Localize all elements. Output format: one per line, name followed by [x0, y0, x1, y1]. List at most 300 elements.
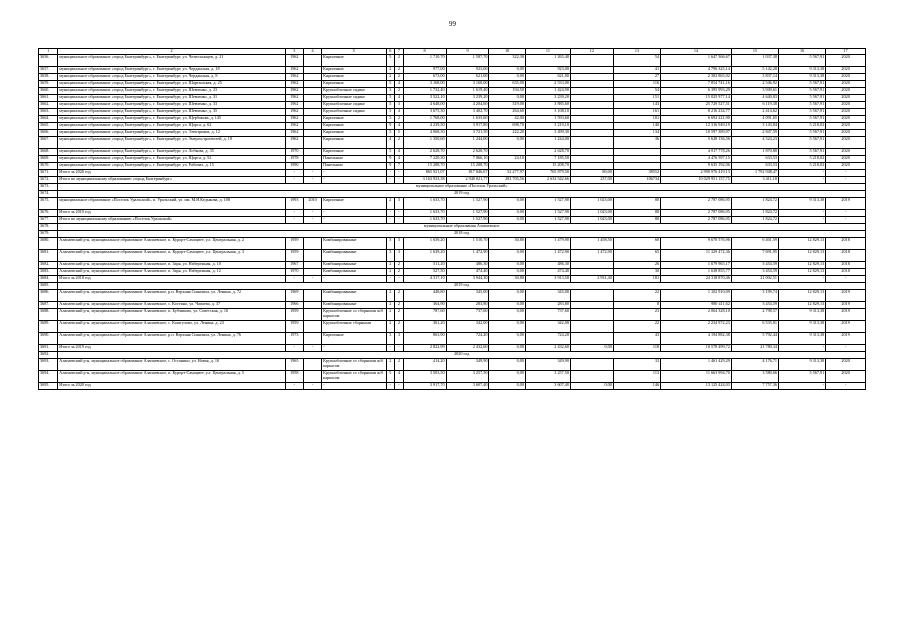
total-area-cell: 4 648,00: [403, 102, 446, 109]
premises-area-cell: 486,30: [446, 262, 489, 269]
limit-cost-cell: -: [779, 345, 826, 352]
municipal-area-cell: [570, 67, 613, 74]
entrances-cell: 4: [395, 149, 404, 156]
planned-year-cell: 2019: [826, 290, 866, 302]
year-built-cell: 1959: [285, 250, 303, 262]
limit-cost-cell: 12 829,13: [779, 238, 826, 250]
limit-cost-cell: 5 567,91: [779, 88, 826, 95]
cost-per-m2-cell: 3 199,74: [731, 290, 778, 302]
municipal-area-cell: [570, 290, 613, 302]
year-renovated-cell: [303, 123, 321, 130]
year-renovated-cell: [303, 371, 321, 383]
address-cell: Итого за 2019 год: [58, 210, 285, 217]
section-heading-cell: муниципальные образования Алапаевское: [58, 224, 866, 231]
cost-cell: 7 854 741,16: [661, 81, 732, 88]
wall-material-cell: Комбинированные: [322, 262, 386, 269]
residential-area-cell: 1 424,90: [525, 88, 570, 95]
address-cell: муниципальное образование «город Екатеринбург», г. Екатеринбург, ул. Щорса, д. 52: [58, 156, 285, 163]
premises-area-cell: 2 432,60: [446, 345, 489, 352]
total-area-cell: 4 068,30: [403, 130, 446, 137]
year-renovated-cell: [303, 269, 321, 276]
residential-area-cell: 724,20: [525, 333, 570, 345]
entrances-cell: 2: [395, 359, 404, 371]
column-number-cell: 12: [570, 49, 613, 55]
year-built-cell: 1962: [285, 55, 303, 67]
year-built-cell: 1962: [285, 109, 303, 116]
residential-area-cell: 3 239,20: [525, 95, 570, 102]
year-renovated-cell: -: [303, 170, 321, 177]
municipal-area-cell: [570, 74, 613, 81]
section-heading-cell: 2020 год: [58, 352, 866, 359]
cost-per-m2-cell: 2 798,57: [731, 309, 778, 321]
address-cell: Итого за 2019 год: [58, 345, 285, 352]
floors-cell: 5: [386, 95, 395, 102]
total-area-cell: 3 522,10: [403, 95, 446, 102]
wall-material-cell: Комбинированные: [322, 269, 386, 276]
table-row: [39, 109, 866, 116]
year-renovated-cell: -: [303, 210, 321, 217]
total-area-cell: 3 163 933,38: [403, 177, 446, 184]
address-cell: Алапаевский р-н, муниципальное образование Алапаевское, с. Костино, ул. Чапаева, д. 37: [58, 302, 285, 309]
row-number-cell: 3669.: [39, 156, 58, 163]
row-number-cell: 3695.: [39, 383, 58, 390]
cost-cell: 1 102 910,09: [661, 290, 732, 302]
year-renovated-cell: -: [303, 177, 321, 184]
planned-year-cell: 2019: [826, 302, 866, 309]
table-row: [39, 262, 866, 269]
nonresidential-area-cell: 0,00: [489, 262, 525, 269]
entrances-cell: -: [395, 177, 404, 184]
municipal-area-cell: [570, 102, 613, 109]
total-area-cell: 3 917,70: [403, 383, 446, 390]
row-number-cell: 3656.: [39, 55, 58, 67]
entrances-cell: 4: [395, 156, 404, 163]
row-number-cell: 3674.: [39, 191, 58, 198]
cost-per-m2-cell: 2 546,92: [731, 81, 778, 88]
column-number-cell: 6: [386, 49, 395, 55]
municipal-area-cell: [570, 262, 613, 269]
municipal-area-cell: [570, 116, 613, 123]
nonresidential-area-cell: 0,00: [489, 137, 525, 149]
floors-cell: 2: [386, 74, 395, 81]
nonresidential-area-cell: 24,10: [489, 156, 525, 163]
year-renovated-cell: [303, 321, 321, 333]
residential-area-cell: 923,00: [525, 67, 570, 74]
year-built-cell: -: [285, 217, 303, 224]
premises-area-cell: 1 527,90: [446, 217, 489, 224]
wall-material-cell: Кирпичные: [322, 333, 386, 345]
cost-cell: 2 064 328,10: [661, 309, 732, 321]
municipal-area-cell: [570, 359, 613, 371]
residential-area-cell: 283,80: [525, 302, 570, 309]
cost-cell: 2 990 976 419,13: [661, 170, 732, 177]
cost-cell: 980 411,62: [661, 302, 732, 309]
cost-per-m2-cell: 3 454,59: [731, 302, 778, 309]
wall-material-cell: -: [322, 170, 386, 177]
nonresidential-area-cell: 194,50: [489, 88, 525, 95]
column-number-cell: 2: [58, 49, 285, 55]
wall-material-cell: -: [322, 276, 386, 283]
entrances-cell: 2: [395, 74, 404, 81]
municipal-area-cell: 1 023,00: [570, 210, 613, 217]
premises-area-cell: 1 472,90: [446, 250, 489, 262]
section-heading-row: [39, 352, 866, 359]
cost-cell: 13 125 424,03: [661, 383, 732, 390]
total-area-cell: 361,20: [403, 321, 446, 333]
residential-area-cell: 3 108,10: [525, 109, 570, 116]
nonresidential-area-cell: 319,00: [489, 102, 525, 109]
entrances-cell: 2: [395, 116, 404, 123]
residents-cell: 151: [613, 95, 660, 102]
entrances-cell: 3: [395, 102, 404, 109]
floors-cell: 3: [386, 88, 395, 95]
residents-cell: [613, 149, 660, 156]
residential-area-cell: 2 633 542,66: [525, 177, 570, 184]
year-renovated-cell: [303, 359, 321, 371]
floors-cell: 2: [386, 290, 395, 302]
residents-cell: 146: [613, 383, 660, 390]
year-built-cell: 1962: [285, 137, 303, 149]
floors-cell: 4: [386, 137, 395, 149]
limit-cost-cell: 9 313,38: [779, 333, 826, 345]
entrances-cell: 2: [395, 88, 404, 95]
nonresidential-area-cell: 52 277,97: [489, 170, 525, 177]
municipal-area-cell: [570, 269, 613, 276]
row-number-cell: 3668.: [39, 149, 58, 156]
year-renovated-cell: [303, 262, 321, 269]
total-area-cell: 414,20: [403, 359, 446, 371]
municipal-area-cell: [570, 81, 613, 88]
limit-cost-cell: 5 567,91: [779, 130, 826, 137]
limit-cost-cell: 5 567,91: [779, 102, 826, 109]
residential-area-cell: 2 533,00: [525, 81, 570, 88]
residential-area-cell: 342,00: [525, 321, 570, 333]
wall-material-cell: -: [322, 345, 386, 352]
residential-area-cell: 2 628,70: [525, 149, 570, 156]
floors-cell: -: [386, 345, 395, 352]
column-number-cell: 11: [525, 49, 570, 55]
limit-cost-cell: -: [779, 210, 826, 217]
premises-area-cell: 1 527,90: [446, 210, 489, 217]
nonresidential-area-cell: 0,00: [489, 95, 525, 102]
municipal-area-cell: 237,00: [570, 177, 613, 184]
residential-area-cell: 621,00: [525, 74, 570, 81]
entrances-cell: 2: [395, 309, 404, 321]
limit-cost-cell: -: [779, 177, 826, 184]
year-renovated-cell: [303, 137, 321, 149]
premises-area-cell: 1 635,60: [446, 116, 489, 123]
cost-per-m2-cell: 3 580,66: [731, 371, 778, 383]
year-renovated-cell: [303, 290, 321, 302]
cost-per-m2-cell: 2 847,59: [731, 130, 778, 137]
total-area-cell: 4 239,50: [403, 123, 446, 130]
floors-cell: -: [386, 177, 395, 184]
cost-per-m2-cell: 3 411,18: [731, 177, 778, 184]
table-row: [39, 137, 866, 149]
municipal-area-cell: [570, 321, 613, 333]
premises-area-cell: 3 917,80: [446, 123, 489, 130]
residents-cell: 22: [613, 290, 660, 302]
year-built-cell: 1962: [285, 130, 303, 137]
total-area-cell: 865 921,07: [403, 170, 446, 177]
table-row: [39, 302, 866, 309]
table-body: [39, 49, 866, 390]
section-heading-row: [39, 184, 866, 191]
year-built-cell: 1967: [285, 262, 303, 269]
total-area-cell: 1 639,20: [403, 238, 446, 250]
municipal-area-cell: 1 023,00: [570, 198, 613, 210]
entrances-cell: -: [395, 210, 404, 217]
nonresidential-area-cell: 0,00: [489, 359, 525, 371]
row-number-cell: 3671.: [39, 170, 58, 177]
premises-area-cell: 3 239,20: [446, 95, 489, 102]
nonresidential-area-cell: 0,00: [489, 345, 525, 352]
planned-year-cell: -: [826, 177, 866, 184]
year-renovated-cell: [303, 238, 321, 250]
residential-area-cell: 1 479,90: [525, 238, 570, 250]
column-number-cell: 4: [303, 49, 321, 55]
wall-material-cell: Комбинированные: [322, 290, 386, 302]
nonresidential-area-cell: 0,00: [489, 74, 525, 81]
planned-year-cell: -: [826, 383, 866, 390]
column-number-cell: 13: [613, 49, 660, 55]
nonresidential-area-cell: 0,00: [489, 198, 525, 210]
section-heading-row: [39, 224, 866, 231]
table-row: [39, 156, 866, 163]
entrances-cell: 2: [395, 269, 404, 276]
municipal-area-cell: [570, 88, 613, 95]
row-number-cell: 3659.: [39, 81, 58, 88]
planned-year-cell: 2020: [826, 116, 866, 123]
cost-cell: 1 679 965,17: [661, 262, 732, 269]
cost-cell: 9 635 192,06: [661, 163, 732, 170]
year-renovated-cell: [303, 109, 321, 116]
year-renovated-cell: [303, 55, 321, 67]
row-number-cell: 3688.: [39, 309, 58, 321]
section-heading-cell: 2018 год: [58, 231, 866, 238]
residents-cell: 22: [613, 321, 660, 333]
section-heading-row: [39, 283, 866, 290]
residents-cell: 38552: [613, 170, 660, 177]
table-row: [39, 290, 866, 302]
year-built-cell: -: [285, 276, 303, 283]
year-built-cell: -: [285, 177, 303, 184]
wall-material-cell: -: [322, 383, 386, 390]
entrances-cell: -: [395, 170, 404, 177]
table-row: [39, 102, 866, 109]
address-cell: Алапаевский р-н, муниципальное образование Алапаевское, с. Кошгулово, ул. Ленина, д. 23: [58, 321, 285, 333]
municipal-area-cell: [570, 156, 613, 163]
cost-per-m2-cell: 4 640,03: [731, 95, 778, 102]
year-built-cell: 1962: [285, 102, 303, 109]
address-cell: муниципальное образование «город Екатеринбург», г. Екатеринбург, ул. Шевченко, д. 31: [58, 95, 285, 102]
cost-cell: 12 316 949,19: [661, 123, 732, 130]
cost-per-m2-cell: 4 524,23: [731, 137, 778, 149]
section-heading-cell: муниципальное образование «Поселок Уральский»: [58, 184, 866, 191]
limit-cost-cell: 5 218,02: [779, 156, 826, 163]
section-heading-cell: 2019 год: [58, 283, 866, 290]
floors-cell: 2: [386, 262, 395, 269]
year-built-cell: 1962: [285, 81, 303, 88]
address-cell: муниципальное образование «город Екатеринбург», г. Екатеринбург, ул. Щорса, д. 62: [58, 123, 285, 130]
cost-per-m2-cell: 3 837,14: [731, 74, 778, 81]
year-renovated-cell: [303, 88, 321, 95]
total-row: [39, 210, 866, 217]
planned-year-cell: 2019: [826, 198, 866, 210]
row-number-cell: 3679.: [39, 231, 58, 238]
limit-cost-cell: 12 829,13: [779, 262, 826, 269]
planned-year-cell: 2020: [826, 55, 866, 67]
cost-per-m2-cell: 1 824,72: [731, 198, 778, 210]
wall-material-cell: Крупноблочные сидинг: [322, 95, 386, 102]
residential-area-cell: 1 593,60: [525, 116, 570, 123]
year-renovated-cell: [303, 67, 321, 74]
wall-material-cell: Кирпичные: [322, 137, 386, 149]
premises-area-cell: 4 204,60: [446, 102, 489, 109]
total-area-cell: 2 628,70: [403, 149, 446, 156]
table-row: [39, 67, 866, 74]
row-number-cell: 3665.: [39, 123, 58, 130]
nonresidential-area-cell: 0,00: [489, 371, 525, 383]
wall-material-cell: Крупноблочные со сборными ж/б каркасом: [322, 359, 386, 371]
address-cell: Итого за 2020 год: [58, 170, 285, 177]
cost-per-m2-cell: 1 824,72: [731, 210, 778, 217]
planned-year-cell: 2020: [826, 163, 866, 170]
premises-area-cell: 1 619,40: [446, 88, 489, 95]
floors-cell: 2: [386, 321, 395, 333]
nonresidential-area-cell: 0,00: [489, 333, 525, 345]
table-row: [39, 163, 866, 170]
entrances-cell: 2: [395, 321, 404, 333]
cost-cell: 2 787 086,95: [661, 198, 732, 210]
year-renovated-cell: [303, 81, 321, 88]
premises-area-cell: 817 846,67: [446, 170, 489, 177]
address-cell: муниципальное образование «город Екатеринбург», г. Екатеринбург, ул. Рабочих, д. 15: [58, 163, 285, 170]
wall-material-cell: Кирпичные: [322, 130, 386, 137]
floors-cell: 2: [386, 359, 395, 371]
address-cell: Алапаевский р-н, муниципальное образование Алапаевское, п. Заря, ул. Набережная, д. 10: [58, 262, 285, 269]
floors-cell: 3: [386, 333, 395, 345]
row-number-cell: 3691.: [39, 345, 58, 352]
municipal-area-cell: [570, 309, 613, 321]
row-number-cell: 3675.: [39, 198, 58, 210]
premises-area-cell: 923,00: [446, 67, 489, 74]
residents-cell: 41: [613, 67, 660, 74]
year-renovated-cell: -: [303, 217, 321, 224]
table-row: [39, 74, 866, 81]
residents-cell: [613, 156, 660, 163]
floors-cell: 3: [386, 238, 395, 250]
limit-cost-cell: -: [779, 276, 826, 283]
municipal-area-cell: [570, 302, 613, 309]
cost-cell: 24 318 870,46: [661, 276, 732, 283]
planned-year-cell: 2020: [826, 149, 866, 156]
nonresidential-area-cell: 322,30: [489, 55, 525, 67]
cost-cell: 2 787 086,95: [661, 217, 732, 224]
municipal-area-cell: [570, 137, 613, 149]
planned-year-cell: 2020: [826, 81, 866, 88]
wall-material-cell: Панельные: [322, 156, 386, 163]
floors-cell: 2: [386, 198, 395, 210]
wall-material-cell: Крупноблочные сидинг: [322, 109, 386, 116]
planned-year-cell: 2019: [826, 321, 866, 333]
total-area-cell: 7 220,30: [403, 156, 446, 163]
nonresidential-area-cell: 0,00: [489, 302, 525, 309]
cost-per-m2-cell: 4 091,65: [731, 116, 778, 123]
total-area-cell: 1 768,00: [403, 116, 446, 123]
year-renovated-cell: [303, 333, 321, 345]
section-heading-row: [39, 191, 866, 198]
wall-material-cell: Крупноблочные со сборными ж/б каркасом: [322, 309, 386, 321]
row-number-cell: 3676.: [39, 210, 58, 217]
entrances-cell: -: [395, 383, 404, 390]
column-number-cell: 3: [285, 49, 303, 55]
planned-year-cell: 2020: [826, 67, 866, 74]
column-number-cell: 8: [403, 49, 446, 55]
limit-cost-cell: 5 567,91: [779, 137, 826, 149]
wall-material-cell: Крупноблочные сидинг: [322, 88, 386, 95]
total-area-cell: 863,90: [403, 333, 446, 345]
cost-cell: 25 729 527,51: [661, 102, 732, 109]
entrances-cell: 3: [395, 250, 404, 262]
premises-area-cell: 3 257,50: [446, 371, 489, 383]
year-renovated-cell: [303, 74, 321, 81]
entrances-cell: 3: [395, 198, 404, 210]
year-renovated-cell: [303, 302, 321, 309]
entrances-cell: 4: [395, 81, 404, 88]
limit-cost-cell: 9 313,38: [779, 359, 826, 371]
wall-material-cell: Комбинированные: [322, 238, 386, 250]
limit-cost-cell: 12 829,13: [779, 269, 826, 276]
column-number-cell: 7: [395, 49, 404, 55]
residents-cell: 118: [613, 345, 660, 352]
row-number-cell: 3667.: [39, 137, 58, 149]
column-number-cell: 14: [661, 49, 732, 55]
premises-area-cell: 474,40: [446, 269, 489, 276]
cost-per-m2-cell: 5 792,44: [731, 333, 778, 345]
residents-cell: 8: [613, 302, 660, 309]
year-renovated-cell: -: [303, 276, 321, 283]
registry-table-wrapper: [38, 48, 866, 390]
column-number-cell: 10: [489, 49, 525, 55]
total-area-cell: 673,00: [403, 74, 446, 81]
cost-cell: 11 663 994,70: [661, 371, 732, 383]
total-area-cell: 1 633,70: [403, 198, 446, 210]
entrances-cell: 5: [395, 130, 404, 137]
year-built-cell: -: [285, 383, 303, 390]
column-number-cell: 16: [779, 49, 826, 55]
residents-cell: 161: [613, 109, 660, 116]
cost-cell: 4 194 882,38: [661, 333, 732, 345]
entrances-cell: 2: [395, 67, 404, 74]
total-row: [39, 276, 866, 283]
row-number-cell: 3663.: [39, 109, 58, 116]
residential-area-cell: 3 913,50: [525, 276, 570, 283]
total-area-cell: 3 503,50: [403, 371, 446, 383]
residents-cell: 80: [613, 217, 660, 224]
planned-year-cell: 2020: [826, 156, 866, 163]
residents-cell: 30: [613, 269, 660, 276]
entrances-cell: 4: [395, 123, 404, 130]
table-row: [39, 116, 866, 123]
total-row: [39, 383, 866, 390]
entrances-cell: -: [395, 217, 404, 224]
cost-per-m2-cell: 3 949,61: [731, 88, 778, 95]
residents-cell: 43: [613, 333, 660, 345]
column-number-cell: 17: [826, 49, 866, 55]
residents-cell: 143: [613, 102, 660, 109]
cost-per-m2-cell: 2 414,62: [731, 109, 778, 116]
